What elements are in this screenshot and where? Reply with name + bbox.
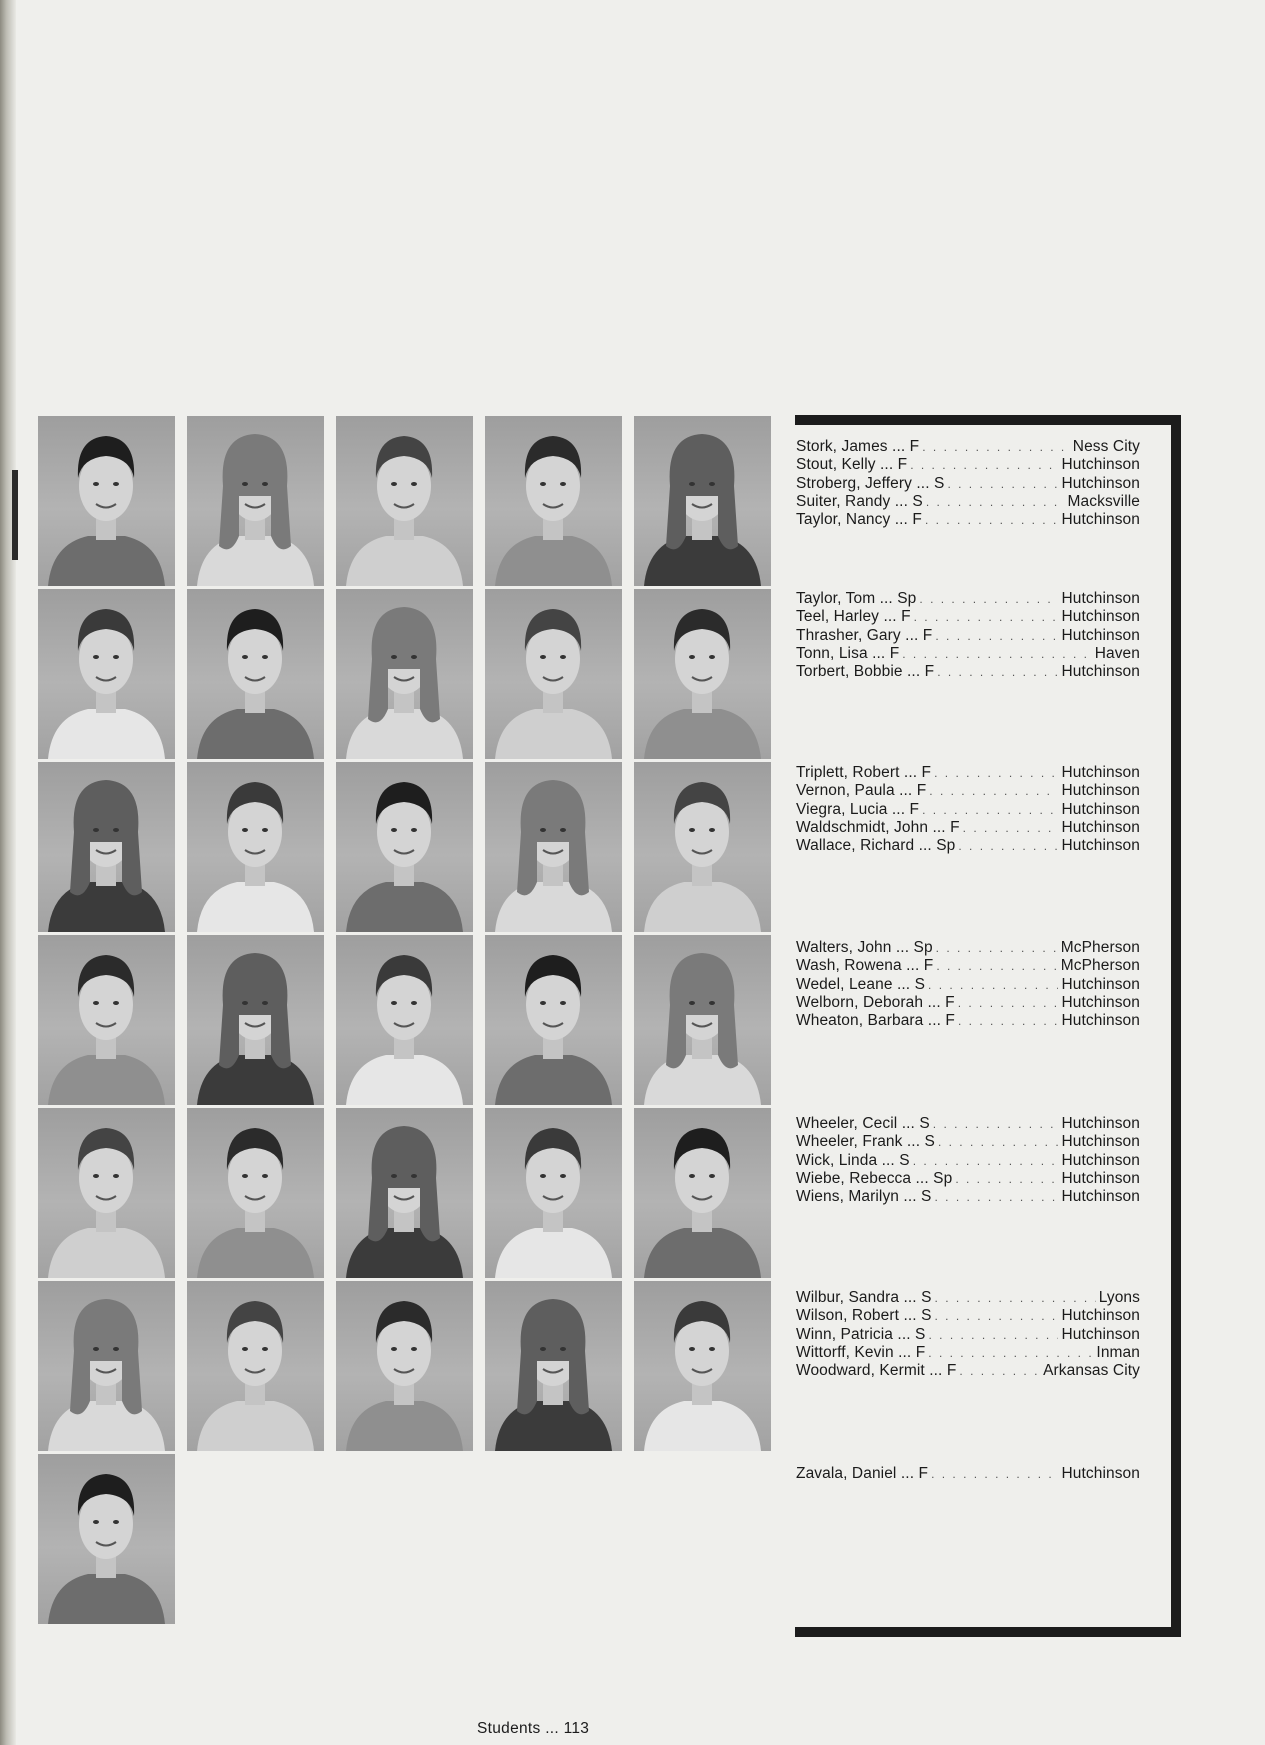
- portrait-silhouette-icon: [336, 1281, 473, 1451]
- student-entry: [796, 627, 1140, 645]
- portrait-silhouette-icon: [38, 416, 175, 586]
- portrait-silhouette-icon: [634, 1281, 771, 1451]
- student-portrait: [485, 762, 622, 932]
- student-name: Wallace, Richard ... Sp: [796, 837, 956, 855]
- leader-dots: [925, 511, 1059, 529]
- name-group: [796, 438, 1140, 529]
- page-footer: Students ... 113: [477, 1720, 590, 1737]
- portrait-silhouette-icon: [634, 589, 771, 759]
- student-portrait: [336, 1108, 473, 1278]
- student-entry: [796, 1289, 1140, 1307]
- student-photo-grid: [38, 416, 778, 1624]
- hometown: Hutchinson: [1061, 456, 1140, 474]
- portrait-silhouette-icon: [187, 1281, 324, 1451]
- hometown: Hutchinson: [1061, 1151, 1140, 1169]
- student-entry: [796, 1115, 1140, 1133]
- portrait-silhouette-icon: [187, 762, 324, 932]
- student-portrait: [336, 589, 473, 759]
- student-name: Wheeler, Cecil ... S: [796, 1115, 930, 1132]
- leader-dots: [935, 1188, 1059, 1206]
- portrait-silhouette-icon: [485, 762, 622, 932]
- student-entry: [796, 1188, 1140, 1206]
- student-name: Wick, Linda ... S: [796, 1151, 910, 1169]
- portrait-silhouette-icon: [38, 935, 175, 1105]
- student-entry: [796, 1344, 1140, 1362]
- hometown: Inman: [1096, 1343, 1140, 1361]
- name-group: [796, 1465, 1140, 1483]
- student-portrait: [38, 762, 175, 932]
- student-entry: [796, 1326, 1140, 1344]
- hometown: Hutchinson: [1061, 818, 1140, 836]
- portrait-silhouette-icon: [187, 416, 324, 586]
- student-name: Thrasher, Gary ... F: [796, 626, 933, 644]
- student-entry: [796, 764, 1140, 782]
- portrait-silhouette-icon: [336, 416, 473, 586]
- portrait-silhouette-icon: [38, 1108, 175, 1278]
- portrait-silhouette-icon: [187, 589, 324, 759]
- student-entry: [796, 1307, 1140, 1325]
- hometown: Macksville: [1067, 492, 1140, 510]
- student-portrait: [634, 1108, 771, 1278]
- hometown: Hutchinson: [1061, 800, 1140, 818]
- leader-dots: [955, 1170, 1058, 1188]
- portrait-silhouette-icon: [634, 935, 771, 1105]
- hometown: Hutchinson: [1061, 1169, 1140, 1187]
- student-portrait: [485, 1108, 622, 1278]
- student-entry: [796, 837, 1140, 855]
- portrait-silhouette-icon: [634, 416, 771, 586]
- hometown: Hutchinson: [1061, 474, 1140, 492]
- leader-dots: [958, 1012, 1058, 1030]
- hometown: Hutchinson: [1061, 1115, 1140, 1132]
- student-name: Suiter, Randy ... S: [796, 492, 923, 510]
- leader-dots: [936, 957, 1057, 975]
- student-name: Waldschmidt, John ... F: [796, 818, 960, 836]
- leader-dots: [958, 837, 1058, 855]
- student-name: Wiebe, Rebecca ... Sp: [796, 1169, 953, 1187]
- student-portrait: [187, 1108, 324, 1278]
- name-group: [796, 1289, 1140, 1380]
- student-name: Wheeler, Frank ... S: [796, 1133, 935, 1151]
- student-entry: [796, 493, 1140, 511]
- hometown: Hutchinson: [1061, 608, 1140, 626]
- student-name: Zavala, Daniel ... F: [796, 1465, 929, 1482]
- student-entry: [796, 590, 1140, 608]
- student-portrait: [187, 416, 324, 586]
- student-portrait: [38, 1108, 175, 1278]
- page-binding-shadow: [0, 0, 16, 1745]
- portrait-silhouette-icon: [187, 1108, 324, 1278]
- hometown: Hutchinson: [1061, 1012, 1140, 1030]
- name-group: [796, 764, 1140, 855]
- student-name: Stroberg, Jeffery ... S: [796, 474, 945, 492]
- leader-dots: [933, 1115, 1059, 1133]
- student-name: Stork, James ... F: [796, 438, 920, 455]
- student-portrait: [485, 1281, 622, 1451]
- student-name: Wittorff, Kevin ... F: [796, 1343, 926, 1361]
- student-entry: [796, 645, 1140, 663]
- hometown: Hutchinson: [1061, 837, 1140, 855]
- student-portrait: [187, 762, 324, 932]
- student-entry: [796, 1362, 1140, 1380]
- leader-dots: [928, 1344, 1093, 1362]
- hometown: Hutchinson: [1061, 1188, 1140, 1206]
- student-name: Wash, Rowena ... F: [796, 957, 934, 975]
- student-name: Teel, Harley ... F: [796, 608, 911, 626]
- leader-dots: [922, 801, 1058, 819]
- portrait-silhouette-icon: [336, 1108, 473, 1278]
- student-entry: [796, 1170, 1140, 1188]
- student-name: Wedel, Leane ... S: [796, 975, 926, 993]
- hometown: Hutchinson: [1061, 1465, 1140, 1482]
- portrait-silhouette-icon: [38, 1454, 175, 1624]
- student-entry: [796, 475, 1140, 493]
- hometown: McPherson: [1060, 957, 1140, 975]
- student-entry: [796, 782, 1140, 800]
- hometown: Hutchinson: [1061, 626, 1140, 644]
- portrait-silhouette-icon: [485, 589, 622, 759]
- student-name: Wheaton, Barbara ... F: [796, 1012, 955, 1030]
- student-entry: [796, 608, 1140, 626]
- student-entry: [796, 1012, 1140, 1030]
- leader-dots: [919, 590, 1058, 608]
- hometown: Lyons: [1098, 1289, 1140, 1306]
- student-portrait: [634, 589, 771, 759]
- student-portrait: [38, 935, 175, 1105]
- hometown: Hutchinson: [1061, 1133, 1140, 1151]
- leader-dots: [922, 438, 1070, 456]
- student-portrait: [634, 935, 771, 1105]
- portrait-silhouette-icon: [485, 935, 622, 1105]
- student-portrait: [485, 416, 622, 586]
- student-portrait: [38, 416, 175, 586]
- student-portrait: [485, 589, 622, 759]
- portrait-silhouette-icon: [38, 589, 175, 759]
- leader-dots: [937, 663, 1058, 681]
- leader-dots: [913, 1152, 1059, 1170]
- student-name: Stout, Kelly ... F: [796, 456, 908, 474]
- hometown: Hutchinson: [1061, 975, 1140, 993]
- student-portrait: [38, 589, 175, 759]
- leader-dots: [910, 456, 1058, 474]
- leader-dots: [947, 475, 1058, 493]
- portrait-silhouette-icon: [485, 1281, 622, 1451]
- student-entry: [796, 1152, 1140, 1170]
- hometown: Ness City: [1072, 438, 1140, 455]
- student-name: Viegra, Lucia ... F: [796, 800, 920, 818]
- student-entry: [796, 663, 1140, 681]
- student-entry: [796, 994, 1140, 1012]
- leader-dots: [935, 627, 1058, 645]
- student-entry: [796, 819, 1140, 837]
- hometown: Hutchinson: [1061, 993, 1140, 1011]
- student-entry: [796, 438, 1140, 456]
- student-portrait: [187, 589, 324, 759]
- leader-dots: [959, 1362, 1040, 1380]
- leader-dots: [926, 493, 1065, 511]
- student-name: Taylor, Nancy ... F: [796, 511, 922, 529]
- student-portrait: [336, 1281, 473, 1451]
- hometown: Hutchinson: [1061, 590, 1140, 607]
- name-group: [796, 1115, 1140, 1206]
- student-portrait: [634, 416, 771, 586]
- leader-dots: [936, 939, 1058, 957]
- student-name: Tonn, Lisa ... F: [796, 644, 900, 662]
- student-name: Wilbur, Sandra ... S: [796, 1289, 932, 1306]
- student-entry: [796, 511, 1140, 529]
- student-entry: [796, 976, 1140, 994]
- portrait-silhouette-icon: [485, 1108, 622, 1278]
- leader-dots: [958, 994, 1059, 1012]
- hometown: Arkansas City: [1043, 1362, 1140, 1380]
- hometown: Hutchinson: [1061, 782, 1140, 800]
- leader-dots: [931, 1465, 1058, 1483]
- hometown: Hutchinson: [1061, 1307, 1140, 1325]
- student-name: Triplett, Robert ... F: [796, 764, 932, 781]
- student-portrait: [38, 1281, 175, 1451]
- portrait-silhouette-icon: [485, 416, 622, 586]
- portrait-silhouette-icon: [336, 589, 473, 759]
- hometown: McPherson: [1060, 939, 1140, 956]
- student-portrait: [187, 935, 324, 1105]
- hometown: Hutchinson: [1061, 764, 1140, 781]
- portrait-silhouette-icon: [634, 762, 771, 932]
- student-entry: [796, 939, 1140, 957]
- student-name: Welborn, Deborah ... F: [796, 993, 955, 1011]
- student-portrait: [336, 935, 473, 1105]
- student-name: Winn, Patricia ... S: [796, 1325, 926, 1343]
- leader-dots: [914, 608, 1059, 626]
- leader-dots: [934, 764, 1058, 782]
- portrait-silhouette-icon: [38, 762, 175, 932]
- student-entry: [796, 801, 1140, 819]
- student-portrait: [634, 1281, 771, 1451]
- student-name: Wiens, Marilyn ... S: [796, 1188, 932, 1206]
- student-name: Vernon, Paula ... F: [796, 782, 927, 800]
- leader-dots: [935, 1289, 1096, 1307]
- leader-dots: [928, 1326, 1058, 1344]
- hometown: Haven: [1094, 644, 1140, 662]
- hometown: Hutchinson: [1061, 663, 1140, 681]
- student-name: Woodward, Kermit ... F: [796, 1362, 957, 1380]
- hometown: Hutchinson: [1061, 511, 1140, 529]
- student-entry: [796, 456, 1140, 474]
- leader-dots: [928, 976, 1058, 994]
- leader-dots: [963, 819, 1059, 837]
- student-name: Wilson, Robert ... S: [796, 1307, 932, 1325]
- portrait-silhouette-icon: [336, 762, 473, 932]
- student-entry: [796, 1133, 1140, 1151]
- student-portrait: [634, 762, 771, 932]
- student-name: Taylor, Tom ... Sp: [796, 590, 917, 607]
- leader-dots: [935, 1307, 1059, 1325]
- portrait-silhouette-icon: [336, 935, 473, 1105]
- student-portrait: [336, 762, 473, 932]
- hometown: Hutchinson: [1061, 1325, 1140, 1343]
- leader-dots: [929, 782, 1058, 800]
- portrait-silhouette-icon: [634, 1108, 771, 1278]
- student-portrait: [485, 935, 622, 1105]
- name-group: [796, 590, 1140, 681]
- student-portrait: [38, 1454, 175, 1624]
- student-portrait: [187, 1281, 324, 1451]
- student-portrait: [336, 416, 473, 586]
- portrait-silhouette-icon: [187, 935, 324, 1105]
- student-name: Torbert, Bobbie ... F: [796, 663, 935, 681]
- leader-dots: [902, 645, 1091, 663]
- portrait-silhouette-icon: [38, 1281, 175, 1451]
- student-entry: [796, 1465, 1140, 1483]
- name-group: [796, 939, 1140, 1030]
- student-name: Walters, John ... Sp: [796, 939, 933, 956]
- student-entry: [796, 957, 1140, 975]
- leader-dots: [938, 1133, 1058, 1151]
